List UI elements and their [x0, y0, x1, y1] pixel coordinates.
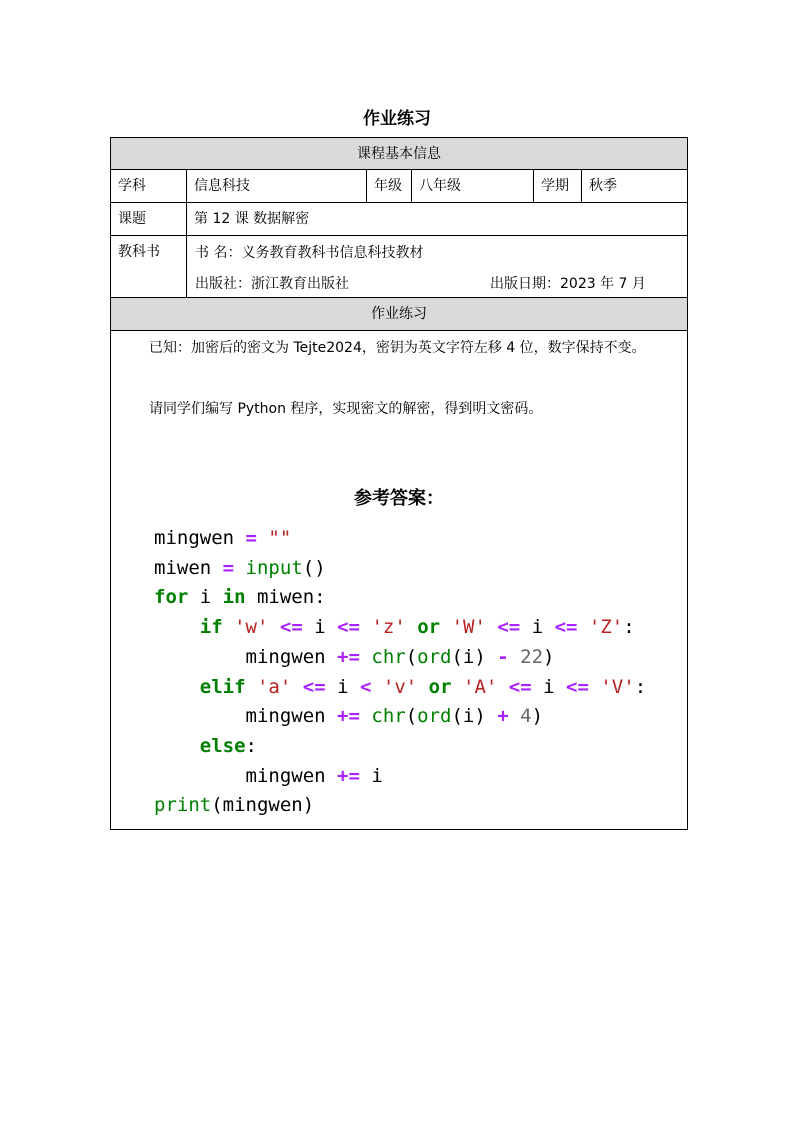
worksheet-table	[110, 137, 688, 830]
term-label: 学期	[534, 170, 582, 202]
book-name: 书 名：义务教育教科书信息科技教材	[195, 245, 424, 261]
code-line: for i in miwen:	[154, 586, 326, 609]
subject-row	[111, 170, 687, 203]
exercise-paragraph-2	[117, 394, 679, 424]
topic-value: 第 12 课 数据解密	[194, 211, 310, 227]
code-line: mingwen += chr(ord(i) + 4)	[154, 705, 544, 728]
exercise-text-2: 请同学们编写 Python 程序，实现密文的解密，得到明文密码。	[149, 401, 543, 417]
subject-label: 学科	[111, 170, 187, 202]
course-info-header-row	[111, 138, 687, 170]
code-line: mingwen += i	[154, 764, 383, 787]
exercise-text-1: 已知：加密后的密文为 Tejte2024，密钥为英文字符左移 4 位，数字保持不变。	[149, 340, 646, 356]
textbook-row	[111, 236, 687, 298]
grade-value: 八年级	[412, 170, 534, 202]
code-line: miwen = input()	[154, 556, 326, 579]
exercise-header-row	[111, 298, 687, 331]
answer-title: 参考答案：	[354, 488, 444, 509]
code-line: if 'w' <= i <= 'z' or 'W' <= i <= 'Z':	[199, 616, 635, 639]
textbook-label: 教科书	[111, 236, 187, 297]
code-line: elif 'a' <= i < 'v' or 'A' <= i <= 'V':	[199, 675, 647, 698]
course-info-header: 课程基本信息	[357, 146, 441, 162]
code-line: mingwen = ""	[154, 527, 292, 549]
document-title: 作业练习	[363, 109, 431, 129]
code-line: mingwen += chr(ord(i) - 22)	[154, 645, 555, 668]
publisher: 出版社：浙江教育出版社	[195, 276, 349, 292]
exercise-paragraph-1	[117, 333, 679, 363]
code-line: print(mingwen)	[154, 794, 315, 817]
code-block	[154, 524, 646, 821]
publish-date: 出版日期：2023 年 7 月	[490, 276, 646, 292]
topic-label: 课题	[111, 203, 187, 235]
grade-label: 年级	[367, 170, 412, 202]
exercise-header: 作业练习	[371, 306, 427, 322]
code-line: else:	[199, 734, 257, 757]
subject-value: 信息科技	[187, 170, 367, 202]
term-value: 秋季	[589, 178, 617, 194]
topic-row	[111, 203, 687, 236]
